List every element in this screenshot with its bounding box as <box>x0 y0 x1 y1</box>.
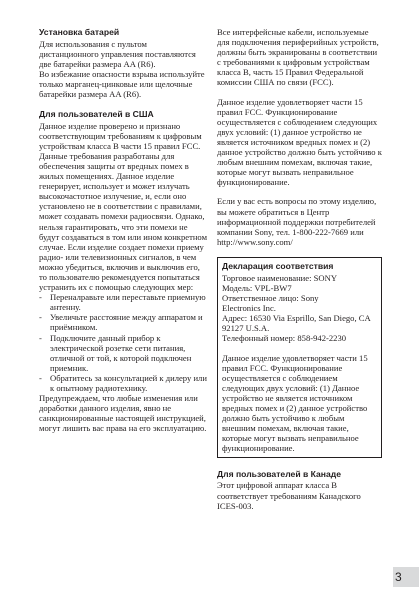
list-item-text: Подключите данный прибор к электрической розетке сети питания, отличной от той, к которой подключен приемник. <box>50 332 192 373</box>
list-item <box>39 333 207 373</box>
responsible-party-1: Ответственное лицо: Sony <box>222 293 319 304</box>
responsible-party-2: Electronics Inc. <box>222 303 276 314</box>
fcc-text: Данное изделие удовлетворяет части 15 правил FCC. Функционирование осуществляется с соблюдением следующих двух условий: (1) данное устройство не является источником вредных помех и (2) данное устройство должно быть устойчиво к любым внешним помехам, включая такие, которые могут вызвать неправильное функционирование. <box>217 96 382 188</box>
list-item <box>39 292 207 312</box>
bullet-dash: - <box>39 332 42 343</box>
usa-heading: Для пользователей в США <box>39 108 154 119</box>
declaration-compliance: Данное изделие удовлетворяет части 15 правил FCC. Функционирование осуществляется с соблюдением следующих двух условий: (1) Данное устройство не является источником вредных помех и (2) данное устройство должно быть устойчиво к любым внешним помехам, включая такие, которые могут вызвать неправильное функционирование. <box>222 352 368 454</box>
declaration-heading: Декларация соответствия <box>222 260 334 271</box>
list-item-text: Увеличьте расстояние между аппаратом и приёмником. <box>50 312 203 333</box>
phone: Телефонный номер: 858-942-2230 <box>222 333 347 344</box>
battery-text-2: Во избежание опасности взрыва используйте только марганец-цинковые или щелочные батарейки размера AA (R6). <box>39 69 205 100</box>
declaration-box <box>217 257 382 459</box>
right-column <box>217 27 382 511</box>
list-item-text: Обратитесь за консультацией к дилеру или к опытному радиотехнику. <box>50 372 207 393</box>
page-number: 3 <box>395 570 402 584</box>
usa-measures-list <box>39 292 207 393</box>
left-column <box>39 27 207 433</box>
list-item-text: Переналравьте или переставьте приемную антенну. <box>50 292 206 313</box>
page-number-tab <box>393 567 419 587</box>
address: Адрес: 16530 Via Esprillo, San Diego, CA 92127 U.S.A. <box>222 313 371 334</box>
list-item <box>39 373 207 393</box>
usa-warning: Предупреждаем, что любые изменения или доработки данного изделия, явно не санкционированные настоящей инструкцией, могут лишить вас права на его эксплуатацию. <box>39 393 207 434</box>
model: Модель: VPL-BW7 <box>222 282 292 293</box>
bullet-dash: - <box>39 372 42 383</box>
contact-text: Если у вас есть вопросы по этому изделию, вы можете обратиться в Центр информационной поддержки потребителей компании Sony, тел. 1-800-222-7669 или http://www.sony.com/ <box>217 196 377 247</box>
canada-heading: Для пользователей в Канаде <box>217 469 341 480</box>
trade-name: Торговое наименование: SONY <box>222 272 338 283</box>
list-item <box>39 312 207 332</box>
battery-heading: Установка батарей <box>39 27 120 37</box>
canada-text: Этот цифровой аппарат класса B соответствует требованиям Канадского ICES-003. <box>217 480 361 511</box>
cables-text: Все интерфейсные кабели, используемые для подключения периферийных устройств, должны быть экранированы в соответствии с требованиями к цифровым устройствам класса B, часть 15 Правил Федеральной комиссии США по связи (FCC). <box>217 27 379 88</box>
bullet-dash: - <box>39 292 42 303</box>
usa-text: Данное изделие проверено и признано соответствующим требованиям к цифровым устройствам класса B части 15 правил FCC. Данные требования разработаны для обеспечения защиты от вредных помех в жилых помещениях. Данное изделие генерирует, использует и может излучать высокочастотное излучение, и, если оно установлено не в соответствии с правилами, может создавать помехи радиосвязи. Однако, нельзя гарантировать, что эти помехи не будут создаваться в том или ином конкретном случае. Если изделие создает помехи приему радио- или телевизионных сигналов, в чем можно убедиться, включив и выключив его, то пользователю рекомендуется попытаться устранить их с помощью следующих мер: <box>39 120 208 293</box>
battery-text-1: Для использования с пультом дистанционного управления поставляются две батарейки размера AA (R6). <box>39 39 196 70</box>
bullet-dash: - <box>39 312 42 323</box>
